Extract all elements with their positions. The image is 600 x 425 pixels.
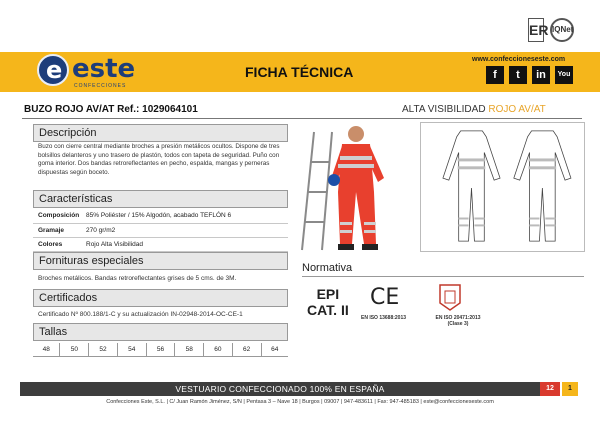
document-title: FICHA TÉCNICA [245,64,354,80]
high-visibility-icon [438,283,462,311]
ce-standard-text: EN ISO 13688:2013 [361,315,407,321]
technical-sketch [420,122,585,252]
page-number: 12 [540,382,560,396]
logo-text: este [72,54,136,84]
size-cell: 58 [175,343,204,356]
row-value: Rojo Alta Visibilidad [81,237,288,251]
helmet-icon [328,174,340,186]
row-key: Gramaje [33,223,81,237]
linkedin-icon[interactable]: in [532,66,550,84]
table-row [33,209,288,223]
table-row [33,343,288,356]
ce-mark-icon: CE [370,285,400,310]
category-prefix: ALTA VISIBILIDAD [402,104,486,115]
size-cell: 48 [33,343,60,356]
hv-standard: EN ISO 20471:2013 [435,315,481,321]
page-number-secondary: 1 [562,382,578,396]
twitter-icon[interactable]: t [509,66,527,84]
website-link[interactable]: www.confeccioneseste.com [472,56,566,63]
divider [302,276,584,277]
size-cell: 62 [232,343,261,356]
description-text: Buzo con cierre central mediante broches a presión metálicos ocultos. Dispone de tres bolsillos delanteros y uno trasero de plastón, todos con tapeta de seguridad. Puño con goma interior. Dos bandas retroreflectantes en pecho, espalda, mangas y perneras dispuestas según boceto. [38,143,280,176]
table-row [33,237,288,251]
section-header-certificados: Certificados [33,289,288,307]
section-header-tallas: Tallas [33,323,288,341]
section-header-fornituras: Fornituras especiales [33,252,288,270]
company-address: Confecciones Este, S.L. | C/ Juan Ramón Jiménez, S/N | Pentasa 3 – Nave 18 | Burgos | 09007 | 947-483611 | Fax: 947-485183 | este@confeccioneseste.com [106,399,494,405]
product-name: BUZO ROJO AV/AT Ref.: 1029064101 [24,104,198,115]
logo-subtitle: CONFECCIONES [74,83,127,89]
category-color: ROJO AV/AT [488,104,546,115]
ladder-icon [302,132,332,250]
row-value: 85% Poliéster / 15% Algodón, acabado TEFLÓN 6 [81,209,288,223]
row-value: 270 gr/m2 [81,223,288,237]
epi-label: EPI [316,286,340,302]
footer-title: VESTUARIO CONFECCIONADO 100% EN ESPAÑA [175,384,385,394]
coverall-icon [330,126,384,244]
product-category [402,104,546,115]
normativa-title: Normativa [302,262,353,274]
er-cert-logo: ER [528,18,544,42]
cat-label: CAT. II [307,302,349,318]
epi-category [307,286,349,318]
size-cell: 50 [60,343,89,356]
size-cell: 64 [261,343,288,356]
sizes-table [33,343,288,357]
fornituras-text: Broches metálicos. Bandas retroreflectantes grises de 5 cms. de 3M. [38,275,237,282]
hv-standard-text [428,315,488,327]
facebook-icon[interactable]: f [486,66,504,84]
table-row [33,223,288,237]
size-cell: 54 [117,343,146,356]
size-cell: 52 [89,343,118,356]
product-photo [294,122,406,252]
divider [22,118,582,119]
row-key: Colores [33,237,81,251]
section-header-caracteristicas: Características [33,190,288,208]
youtube-icon[interactable]: You [555,66,573,84]
logo-e-icon: e [46,56,63,84]
size-cell: 60 [204,343,233,356]
characteristics-table [33,209,288,252]
hv-class: (Clase 3) [447,321,469,327]
row-key: Composición [33,209,81,223]
section-header-descripcion: Descripción [33,124,288,142]
certificados-text: Certificado Nº 800.188/1-C y su actualización IN-02948-2014-OC-CE-1 [38,311,243,318]
iqnet-cert-logo: IQNet [550,18,574,42]
size-cell: 56 [146,343,175,356]
